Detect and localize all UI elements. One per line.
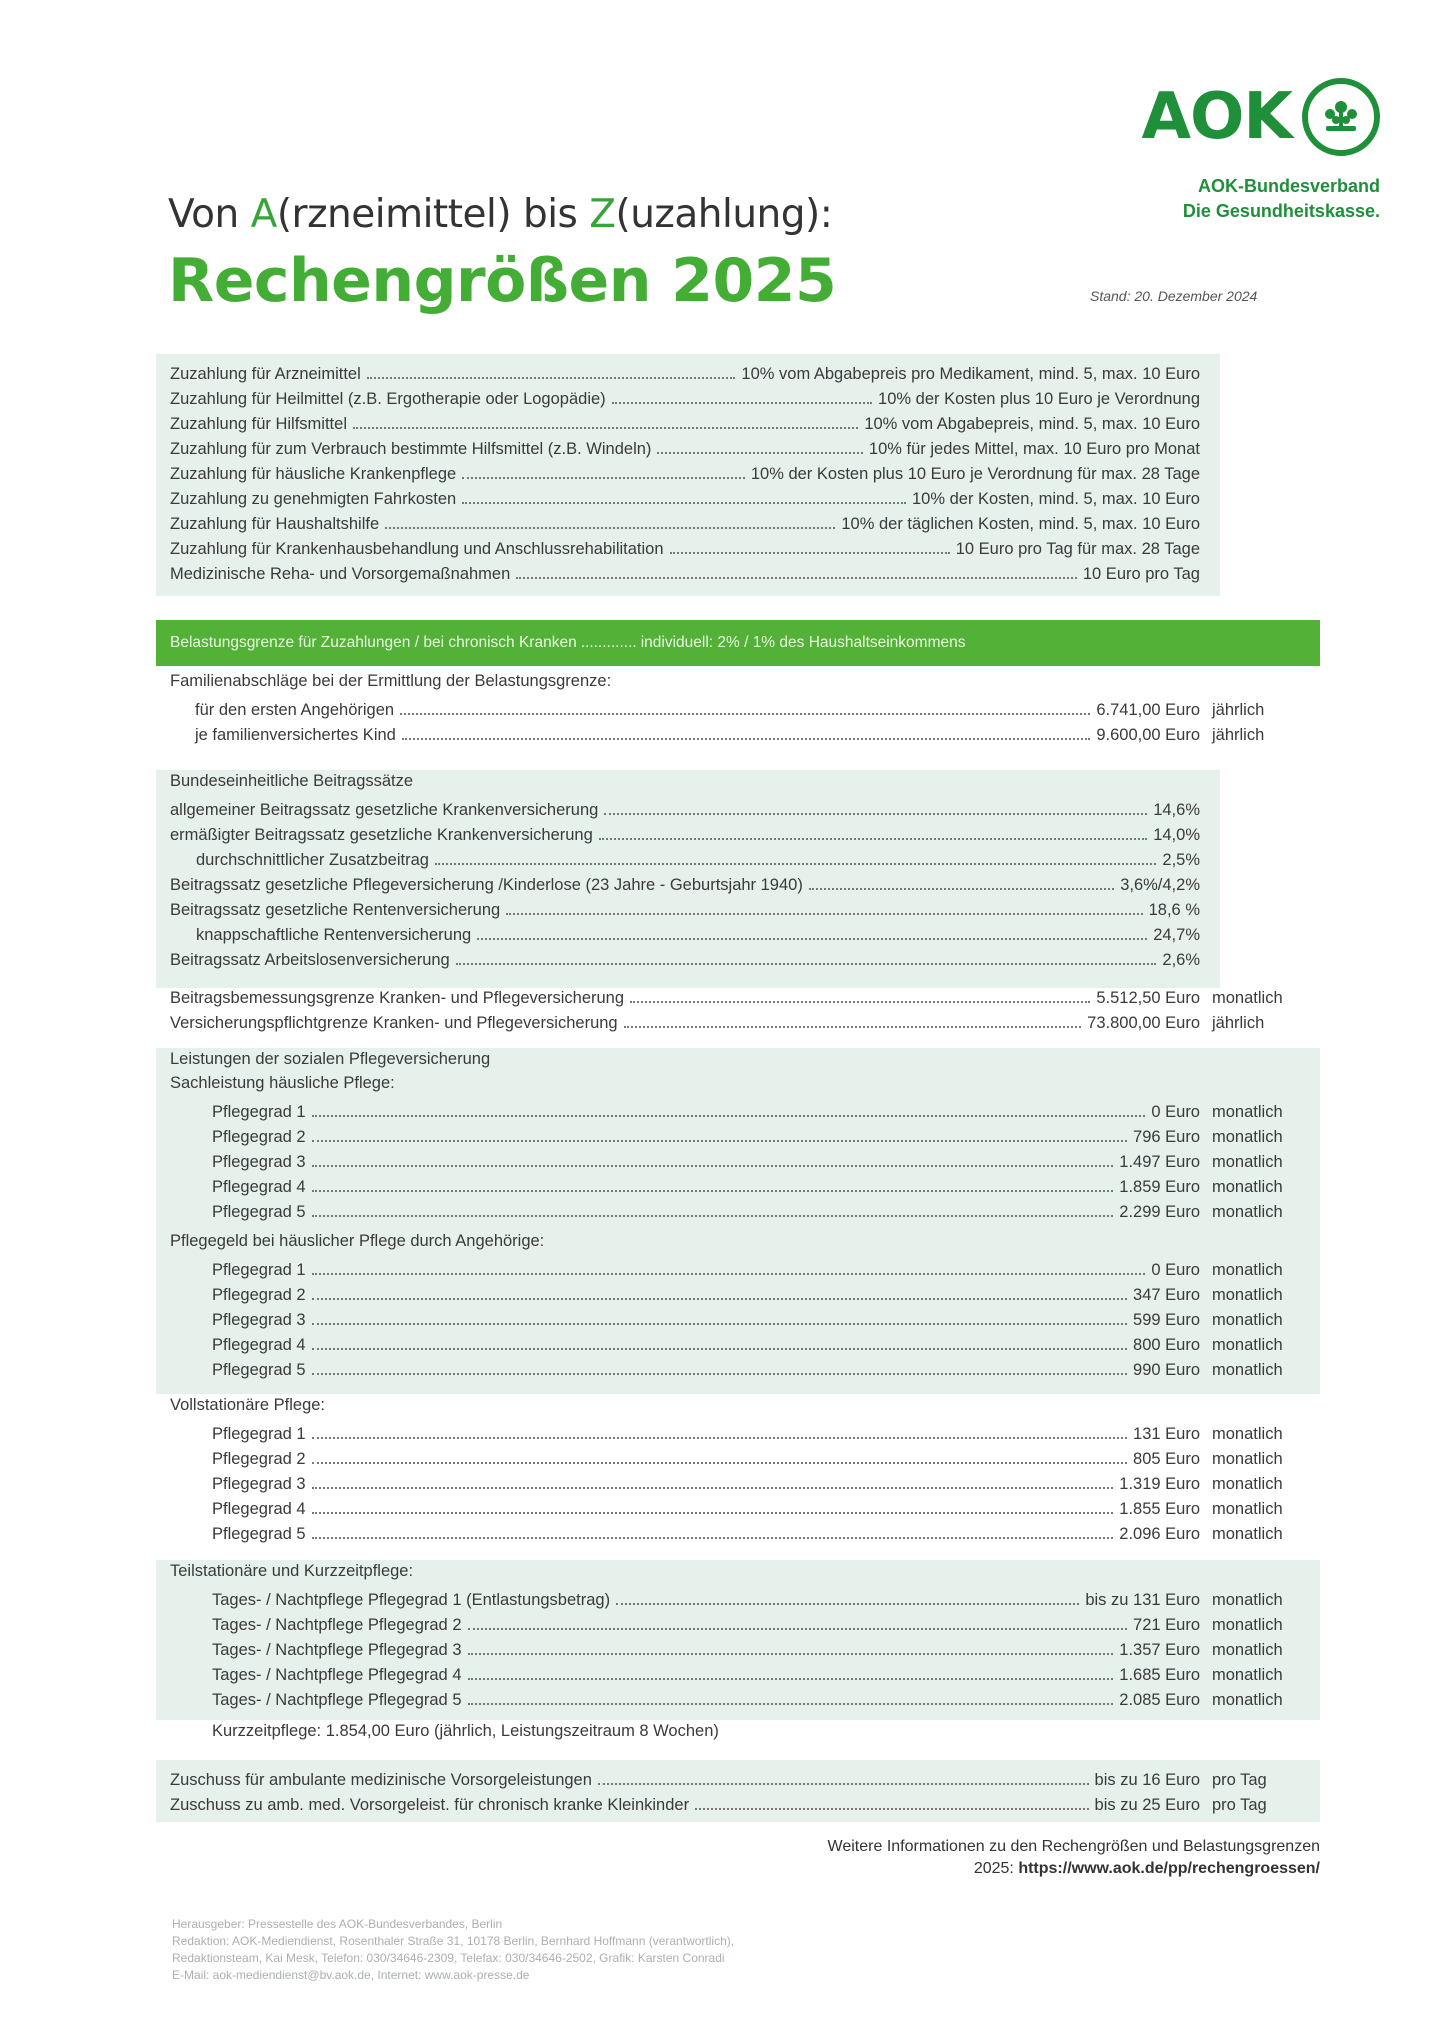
more-info-year: 2025: (973, 1860, 1019, 1877)
leader-dots (468, 1678, 1114, 1680)
row-value: 24,7% (1153, 926, 1200, 944)
imprint-line: Herausgeber: Pressestelle des AOK-Bundesverbandes, Berlin (172, 1917, 503, 1931)
zuzahlung-row (170, 485, 1200, 509)
beitrag-row (196, 921, 1200, 945)
sachleistung-row (212, 1098, 1300, 1122)
row-label: Pflegegrad 5 (212, 1361, 306, 1379)
leader-dots (312, 1165, 1114, 1167)
row-value: 131 Euro (1133, 1425, 1200, 1443)
voll-heading: Vollstationäre Pflege: (170, 1396, 326, 1414)
leader-dots (312, 1512, 1114, 1514)
aok-logo (1110, 78, 1380, 224)
row-value: 14,0% (1153, 826, 1200, 844)
leader-dots (616, 1603, 1079, 1605)
row-unit: monatlich (1212, 1450, 1283, 1468)
row-value: 2,6% (1162, 951, 1200, 969)
row-unit: monatlich (1212, 1361, 1283, 1379)
row-value: 73.800,00 Euro (1087, 1014, 1200, 1032)
leader-dots (630, 1001, 1090, 1003)
row-value: 10% vom Abgabepreis pro Medikament, mind. 5, max. 10 Euro (741, 365, 1200, 383)
sachleistung-heading: Sachleistung häusliche Pflege: (170, 1074, 395, 1092)
row-unit: monatlich (1212, 989, 1283, 1007)
leader-dots (312, 1115, 1146, 1117)
row-unit: monatlich (1212, 1103, 1283, 1121)
row-label: Beitragssatz gesetzliche Rentenversicherung (170, 901, 501, 919)
row-label: durchschnittlicher Zusatzbeitrag (196, 851, 429, 869)
more-info-link[interactable]: https://www.aok.de/pp/rechengroessen/ (1018, 1860, 1320, 1877)
row-value: 721 Euro (1133, 1616, 1200, 1634)
row-unit: monatlich (1212, 1261, 1283, 1279)
zuschuss-row (170, 1791, 1300, 1815)
row-value: 2.096 Euro (1119, 1525, 1200, 1543)
date-stamp: Stand: 20. Dezember 2024 (1090, 288, 1258, 304)
row-unit: monatlich (1212, 1336, 1283, 1354)
row-value: 10 Euro pro Tag (1082, 565, 1200, 583)
leader-dots (468, 1628, 1128, 1630)
row-value: 1.357 Euro (1119, 1641, 1200, 1659)
leader-dots (506, 913, 1142, 915)
imprint-line: Redaktion: AOK-Mediendienst, Rosenthaler Straße 31, 10178 Berlin, Bernhard Hoffmann (verantwortlich), (172, 1934, 735, 1948)
leader-dots (312, 1437, 1127, 1439)
row-unit: monatlich (1212, 1591, 1283, 1609)
voll-row (212, 1445, 1300, 1469)
row-label: Pflegegrad 4 (212, 1500, 306, 1518)
row-value: 9.600,00 Euro (1096, 726, 1200, 744)
row-value: 10% für jedes Mittel, max. 10 Euro pro Monat (868, 440, 1200, 458)
row-value: bis zu 25 Euro (1094, 1796, 1200, 1814)
leader-dots (435, 863, 1156, 865)
row-value: 347 Euro (1133, 1286, 1200, 1304)
row-unit: monatlich (1212, 1203, 1283, 1221)
leader-dots (312, 1537, 1114, 1539)
row-value: 599 Euro (1133, 1311, 1200, 1329)
row-unit: monatlich (1212, 1500, 1283, 1518)
beitrag-row (170, 946, 1200, 970)
beitrag-row (170, 871, 1200, 895)
kurzzeitpflege-text: Kurzzeitpflege: 1.854,00 Euro (jährlich, Leistungszeitraum 8 Wochen) (212, 1722, 719, 1740)
leader-dots (400, 713, 1090, 715)
leader-dots (353, 427, 858, 429)
row-value: 10% der Kosten plus 10 Euro je Verordnung (878, 390, 1200, 408)
leader-dots (598, 1783, 1089, 1785)
zuzahlung-row (170, 510, 1200, 534)
beitrag-row (170, 796, 1200, 820)
sachleistung-row (212, 1198, 1300, 1222)
zuzahlung-row (170, 435, 1200, 459)
row-label: Pflegegrad 1 (212, 1103, 306, 1121)
zuzahlung-row (170, 460, 1200, 484)
row-label: für den ersten Angehörigen (195, 701, 395, 719)
pflegegeld-row (212, 1331, 1300, 1355)
row-label: Tages- / Nachtpflege Pflegegrad 2 (212, 1616, 462, 1634)
row-value: 796 Euro (1133, 1128, 1200, 1146)
row-label: Beitragssatz gesetzliche Pflegeversicherung /Kinderlose (23 Jahre - Geburtsjahr 1940) (170, 876, 803, 894)
leader-dots (312, 1348, 1127, 1350)
row-unit: monatlich (1212, 1425, 1283, 1443)
row-label: Pflegegrad 5 (212, 1203, 306, 1221)
row-value: 1.685 Euro (1119, 1666, 1200, 1684)
row-label: Pflegegrad 3 (212, 1475, 306, 1493)
row-label: Pflegegrad 1 (212, 1261, 306, 1279)
teil-row (212, 1686, 1300, 1710)
row-label: Medizinische Reha- und Vorsorgemaßnahmen (170, 565, 511, 583)
leader-dots (516, 577, 1077, 579)
row-unit: monatlich (1212, 1691, 1283, 1709)
pflege-heading: Leistungen der sozialen Pflegeversicherung (170, 1050, 491, 1068)
row-value: 5.512,50 Euro (1096, 989, 1200, 1007)
row-label: Zuzahlung für Hilfsmittel (170, 415, 347, 433)
row-label: Zuschuss zu amb. med. Vorsorgeleist. für chronisch kranke Kleinkinder (170, 1796, 690, 1814)
pflegegeld-row (212, 1306, 1300, 1330)
row-label: Zuzahlung für zum Verbrauch bestimmte Hilfsmittel (z.B. Windeln) (170, 440, 652, 458)
row-label: Zuzahlung für Krankenhausbehandlung und Anschlussrehabilitation (170, 540, 664, 558)
row-unit: pro Tag (1212, 1771, 1267, 1789)
row-value: 1.319 Euro (1119, 1475, 1200, 1493)
leader-dots (477, 938, 1147, 940)
belastungsgrenze-band: Belastungsgrenze für Zuzahlungen / bei chronisch Kranken ............. individuell: 2% / 1% des Haushaltseinkommens (156, 620, 1320, 666)
row-label: Tages- / Nachtpflege Pflegegrad 4 (212, 1666, 462, 1684)
row-label: Pflegegrad 4 (212, 1178, 306, 1196)
row-value: 1.855 Euro (1119, 1500, 1200, 1518)
row-label: Zuzahlung für Heilmittel (z.B. Ergotherapie oder Logopädie) (170, 390, 606, 408)
row-unit: pro Tag (1212, 1796, 1267, 1814)
row-unit: monatlich (1212, 1475, 1283, 1493)
page-title: Rechengrößen 2025 (168, 246, 837, 316)
subtitle: Von A(rzneimittel) bis Z(uzahlung): (168, 192, 833, 237)
leader-dots (312, 1215, 1114, 1217)
more-info-line-1: Weitere Informationen zu den Rechengrößen und Belastungsgrenzen (827, 1838, 1320, 1855)
row-value: 0 Euro (1151, 1103, 1200, 1121)
leader-dots (456, 963, 1157, 965)
row-value: 800 Euro (1133, 1336, 1200, 1354)
row-value: 10% vom Abgabepreis, mind. 5, max. 10 Euro (864, 415, 1200, 433)
leader-dots (468, 1653, 1114, 1655)
row-unit: monatlich (1212, 1525, 1283, 1543)
row-value: 2.299 Euro (1119, 1203, 1200, 1221)
row-value: 990 Euro (1133, 1361, 1200, 1379)
zuschuss-row (170, 1766, 1300, 1790)
row-label: Pflegegrad 4 (212, 1336, 306, 1354)
row-value: 1.497 Euro (1119, 1153, 1200, 1171)
row-value: 10% der Kosten, mind. 5, max. 10 Euro (912, 490, 1200, 508)
row-label: Zuschuss für ambulante medizinische Vorsorgeleistungen (170, 1771, 592, 1789)
zuzahlung-row (170, 360, 1200, 384)
row-label: Beitragssatz Arbeitslosenversicherung (170, 951, 450, 969)
leader-dots (312, 1323, 1127, 1325)
row-value: 2.085 Euro (1119, 1691, 1200, 1709)
leader-dots (312, 1373, 1127, 1375)
row-value: 10% der täglichen Kosten, mind. 5, max. 10 Euro (841, 515, 1200, 533)
row-value: 10 Euro pro Tag für max. 28 Tage (955, 540, 1200, 558)
teil-row (212, 1586, 1300, 1610)
leader-dots (402, 738, 1090, 740)
leader-dots (312, 1140, 1127, 1142)
beitrag-heading: Bundeseinheitliche Beitragssätze (170, 772, 414, 790)
row-value: 3,6%/4,2% (1120, 876, 1200, 894)
beitrag-row (170, 821, 1200, 845)
pflegegeld-row (212, 1256, 1300, 1280)
voll-row (212, 1420, 1300, 1444)
leader-dots (604, 813, 1147, 815)
grenze-row (170, 1009, 1300, 1033)
leader-dots (462, 502, 906, 504)
logo-wordmark: AOK (1141, 80, 1292, 154)
familien-row (195, 721, 1300, 745)
zuzahlung-row (170, 560, 1200, 584)
row-label: Beitragsbemessungsgrenze Kranken- und Pflegeversicherung (170, 989, 625, 1007)
leader-dots (624, 1026, 1082, 1028)
row-label: Pflegegrad 2 (212, 1286, 306, 1304)
row-label: Zuzahlung für Arzneimittel (170, 365, 361, 383)
leader-dots (312, 1487, 1114, 1489)
row-label: Pflegegrad 1 (212, 1425, 306, 1443)
leader-dots (468, 1703, 1114, 1705)
leader-dots (312, 1273, 1146, 1275)
row-label: Versicherungspflichtgrenze Kranken- und Pflegeversicherung (170, 1014, 618, 1032)
row-value: 0 Euro (1151, 1261, 1200, 1279)
row-label: Pflegegrad 3 (212, 1153, 306, 1171)
voll-row (212, 1495, 1300, 1519)
teil-heading: Teilstationäre und Kurzzeitpflege: (170, 1562, 414, 1580)
row-label: Pflegegrad 2 (212, 1450, 306, 1468)
voll-row (212, 1470, 1300, 1494)
row-value: 805 Euro (1133, 1450, 1200, 1468)
imprint (172, 1916, 734, 1984)
logo-subline-1: AOK-Bundesverband (1197, 176, 1380, 196)
voll-row (212, 1520, 1300, 1544)
teil-row (212, 1611, 1300, 1635)
pflegegeld-heading: Pflegegeld bei häuslicher Pflege durch Angehörige: (170, 1232, 545, 1250)
zuzahlung-row (170, 385, 1200, 409)
row-label: Pflegegrad 5 (212, 1525, 306, 1543)
tree-icon (1302, 78, 1380, 156)
sachleistung-row (212, 1148, 1300, 1172)
row-unit: jährlich (1212, 726, 1265, 744)
leader-dots (809, 888, 1114, 890)
leader-dots (312, 1462, 1127, 1464)
belastung-value: individuell: 2% / 1% des Haushaltseinkommens (640, 634, 966, 651)
pflegegeld-row (212, 1281, 1300, 1305)
leader-dots (367, 377, 736, 379)
imprint-line: E-Mail: aok-mediendienst@bv.aok.de, Internet: www.aok-presse.de (172, 1968, 530, 1982)
row-value: bis zu 131 Euro (1085, 1591, 1200, 1609)
row-label: knappschaftliche Rentenversicherung (196, 926, 472, 944)
leader-dots (695, 1808, 1088, 1810)
row-value: 18,6 % (1148, 901, 1200, 919)
familien-heading: Familienabschläge bei der Ermittlung der Belastungsgrenze: (170, 672, 612, 690)
row-label: Zuzahlung für Haushaltshilfe (170, 515, 380, 533)
row-unit: monatlich (1212, 1666, 1283, 1684)
teil-row (212, 1636, 1300, 1660)
row-label: Pflegegrad 3 (212, 1311, 306, 1329)
row-value: 6.741,00 Euro (1096, 701, 1200, 719)
sachleistung-row (212, 1173, 1300, 1197)
leader-dots (657, 452, 863, 454)
row-unit: jährlich (1212, 1014, 1265, 1032)
familien-row (195, 696, 1300, 720)
row-value: bis zu 16 Euro (1094, 1771, 1200, 1789)
leader-dots (312, 1298, 1127, 1300)
row-label: Tages- / Nachtpflege Pflegegrad 3 (212, 1641, 462, 1659)
row-label: allgemeiner Beitragssatz gesetzliche Krankenversicherung (170, 801, 599, 819)
row-unit: monatlich (1212, 1128, 1283, 1146)
more-info (828, 1836, 1320, 1880)
row-unit: monatlich (1212, 1153, 1283, 1171)
leader-dots (670, 552, 950, 554)
leader-dots (612, 402, 872, 404)
pflegegeld-row (212, 1356, 1300, 1380)
zuzahlung-row (170, 535, 1200, 559)
row-value: 14,6% (1153, 801, 1200, 819)
row-unit: monatlich (1212, 1286, 1283, 1304)
sachleistung-row (212, 1123, 1300, 1147)
row-unit: monatlich (1212, 1616, 1283, 1634)
row-label: Zuzahlung für häusliche Krankenpflege (170, 465, 457, 483)
beitrag-row (196, 846, 1200, 870)
row-label: je familienversichertes Kind (195, 726, 396, 744)
zuzahlung-row (170, 410, 1200, 434)
row-label: Tages- / Nachtpflege Pflegegrad 5 (212, 1691, 462, 1709)
leader-dots (312, 1190, 1114, 1192)
row-label: Pflegegrad 2 (212, 1128, 306, 1146)
imprint-line: Redaktionsteam, Kai Mesk, Telefon: 030/34646-2309, Telefax: 030/34646-2502, Grafik: Karsten Conradi (172, 1951, 725, 1965)
row-value: 2,5% (1162, 851, 1200, 869)
row-label: Zuzahlung zu genehmigten Fahrkosten (170, 490, 457, 508)
row-unit: monatlich (1212, 1178, 1283, 1196)
row-label: ermäßigter Beitragssatz gesetzliche Krankenversicherung (170, 826, 593, 844)
row-unit: monatlich (1212, 1641, 1283, 1659)
beitrag-row (170, 896, 1200, 920)
row-label: Tages- / Nachtpflege Pflegegrad 1 (Entlastungsbetrag) (212, 1591, 611, 1609)
row-value: 10% der Kosten plus 10 Euro je Verordnung für max. 28 Tage (750, 465, 1200, 483)
grenze-row (170, 984, 1300, 1008)
leader-dots (599, 838, 1147, 840)
leader-dots (385, 527, 835, 529)
belastung-label: Belastungsgrenze für Zuzahlungen / bei chronisch Kranken (170, 634, 577, 651)
logo-subline-2: Die Gesundheitskasse. (1182, 201, 1380, 221)
leader-dots (462, 477, 745, 479)
row-unit: monatlich (1212, 1311, 1283, 1329)
teil-row (212, 1661, 1300, 1685)
row-unit: jährlich (1212, 701, 1265, 719)
row-value: 1.859 Euro (1119, 1178, 1200, 1196)
